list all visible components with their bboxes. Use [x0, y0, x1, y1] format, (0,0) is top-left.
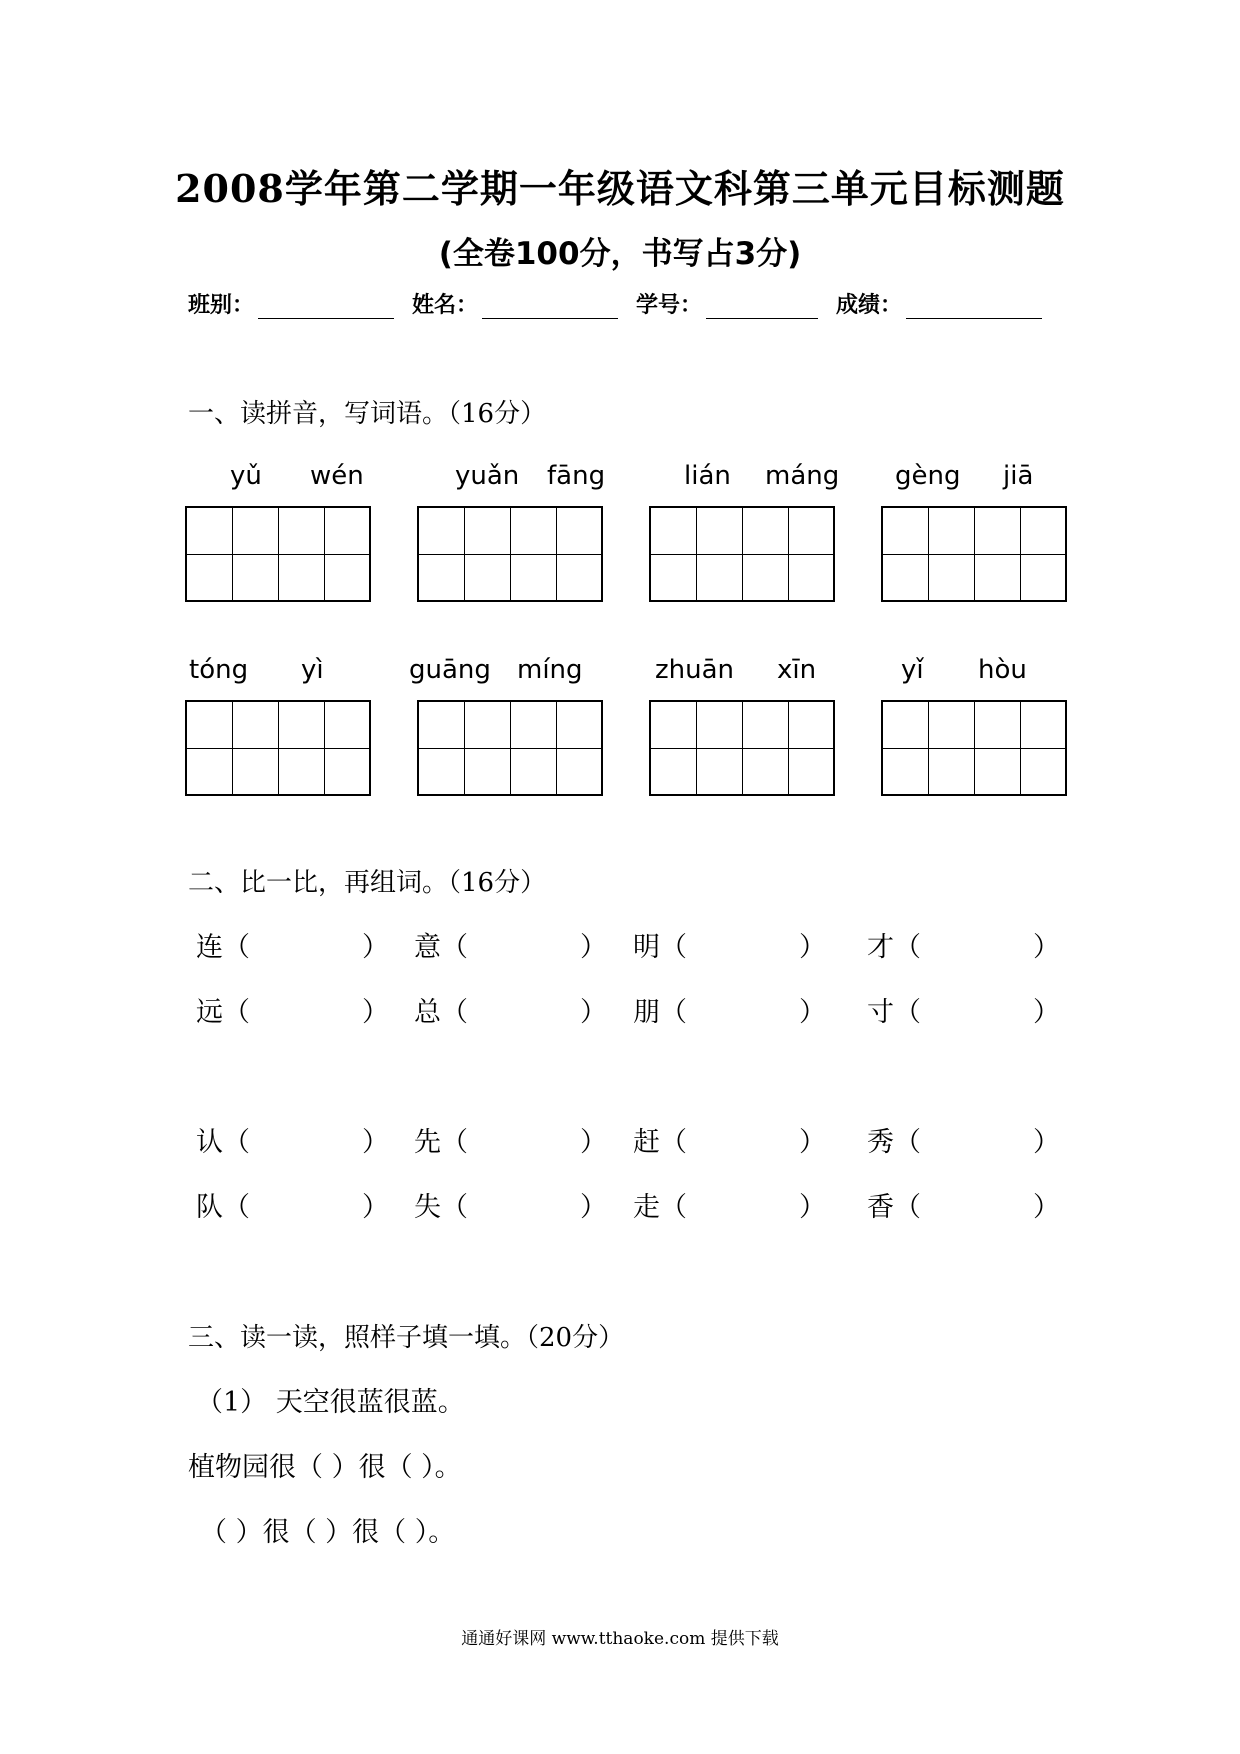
- word-compare-item[interactable]: [414, 1120, 607, 1159]
- score-field: [836, 288, 1042, 319]
- student-number-blank[interactable]: [706, 296, 818, 319]
- writing-grid[interactable]: [185, 700, 371, 796]
- closing-paren: ）: [580, 997, 607, 1028]
- pinyin-syllable: wén: [310, 461, 364, 491]
- closing-paren: ）: [1033, 997, 1060, 1028]
- student-number-label: 学号：: [636, 293, 703, 318]
- word-compare-item[interactable]: [196, 925, 389, 964]
- section-1-heading: 一、读拼音，写词语。（16分）: [188, 399, 547, 429]
- word-compare-item[interactable]: [196, 1120, 389, 1159]
- word-compare-item[interactable]: [867, 1120, 1060, 1159]
- pinyin-syllable: hòu: [978, 655, 1027, 685]
- pinyin-syllable: guāng: [409, 655, 491, 685]
- character-prompt: 先（: [414, 1127, 468, 1158]
- pinyin-syllable: gèng: [895, 461, 961, 491]
- word-compare-item[interactable]: [867, 1185, 1060, 1224]
- page-title: 2008学年第二学期一年级语文科第三单元目标测题: [175, 166, 1065, 211]
- word-compare-item[interactable]: [414, 990, 607, 1029]
- pinyin-syllable: zhuān: [655, 655, 735, 685]
- section-3-heading: 三、读一读，照样子填一填。（20分）: [188, 1323, 625, 1353]
- closing-paren: ）: [580, 1192, 607, 1223]
- writing-grid[interactable]: [881, 506, 1067, 602]
- closing-paren: ）: [1033, 1127, 1060, 1158]
- closing-paren: ）: [580, 1127, 607, 1158]
- closing-paren: ）: [799, 932, 826, 963]
- closing-paren: ）: [362, 1192, 389, 1223]
- pinyin-syllable: máng: [765, 461, 840, 491]
- score-blank[interactable]: [906, 296, 1042, 319]
- closing-paren: ）: [362, 1127, 389, 1158]
- class-blank[interactable]: [258, 296, 394, 319]
- character-prompt: 才（: [867, 932, 921, 963]
- character-prompt: 寸（: [867, 997, 921, 1028]
- pinyin-syllable: jiā: [1003, 461, 1034, 491]
- word-compare-item[interactable]: [414, 925, 607, 964]
- page-subtitle: (全卷100分，书写占3分): [438, 236, 802, 272]
- closing-paren: ）: [799, 1192, 826, 1223]
- pinyin-syllable: tóng: [189, 655, 249, 685]
- pinyin-syllable: yǔ: [230, 461, 262, 491]
- closing-paren: ）: [1033, 1192, 1060, 1223]
- fill-in-line-1: 植物园很（ ）很（ ）。: [188, 1452, 462, 1483]
- word-compare-item[interactable]: [867, 990, 1060, 1029]
- word-compare-item[interactable]: [867, 925, 1060, 964]
- pinyin-syllable: yuǎn: [455, 461, 520, 491]
- pinyin-syllable: yì: [301, 655, 324, 685]
- character-prompt: 赶（: [633, 1127, 687, 1158]
- class-field: [188, 288, 394, 319]
- name-label: 姓名：: [412, 293, 479, 318]
- class-label: 班别：: [188, 293, 255, 318]
- word-compare-item[interactable]: [633, 1185, 826, 1224]
- writing-grid[interactable]: [417, 700, 603, 796]
- character-prompt: 秀（: [867, 1127, 921, 1158]
- closing-paren: ）: [799, 1127, 826, 1158]
- character-prompt: 香（: [867, 1192, 921, 1223]
- character-prompt: 队（: [196, 1192, 250, 1223]
- closing-paren: ）: [1033, 932, 1060, 963]
- closing-paren: ）: [580, 932, 607, 963]
- pinyin-syllable: fāng: [547, 461, 606, 491]
- writing-grid[interactable]: [649, 506, 835, 602]
- word-compare-item[interactable]: [196, 990, 389, 1029]
- character-prompt: 走（: [633, 1192, 687, 1223]
- character-prompt: 连（: [196, 932, 250, 963]
- pinyin-syllable: lián: [684, 461, 731, 491]
- character-prompt: 总（: [414, 997, 468, 1028]
- character-prompt: 远（: [196, 997, 250, 1028]
- character-prompt: 朋（: [633, 997, 687, 1028]
- word-compare-item[interactable]: [196, 1185, 389, 1224]
- fill-in-line-2: （ ）很（ ）很（ ）。: [200, 1517, 456, 1548]
- example-sentence: （1） 天空很蓝很蓝。: [196, 1387, 465, 1418]
- closing-paren: ）: [799, 997, 826, 1028]
- student-number-field: [636, 288, 818, 319]
- name-field: [412, 288, 618, 319]
- writing-grid[interactable]: [649, 700, 835, 796]
- character-prompt: 失（: [414, 1192, 468, 1223]
- pinyin-syllable: xīn: [777, 655, 817, 685]
- score-label: 成绩：: [836, 293, 903, 318]
- word-compare-item[interactable]: [633, 1120, 826, 1159]
- closing-paren: ）: [362, 997, 389, 1028]
- pinyin-syllable: yǐ: [901, 655, 924, 685]
- writing-grid[interactable]: [881, 700, 1067, 796]
- closing-paren: ）: [362, 932, 389, 963]
- word-compare-item[interactable]: [633, 925, 826, 964]
- footer-credit: 通通好课网 www.tthaoke.com 提供下载: [461, 1629, 779, 1649]
- pinyin-syllable: míng: [517, 655, 583, 685]
- character-prompt: 明（: [633, 932, 687, 963]
- name-blank[interactable]: [482, 296, 618, 319]
- word-compare-item[interactable]: [414, 1185, 607, 1224]
- section-2-heading: 二、比一比，再组词。（16分）: [188, 868, 547, 898]
- writing-grid[interactable]: [417, 506, 603, 602]
- character-prompt: 意（: [414, 932, 468, 963]
- character-prompt: 认（: [196, 1127, 250, 1158]
- word-compare-item[interactable]: [633, 990, 826, 1029]
- writing-grid[interactable]: [185, 506, 371, 602]
